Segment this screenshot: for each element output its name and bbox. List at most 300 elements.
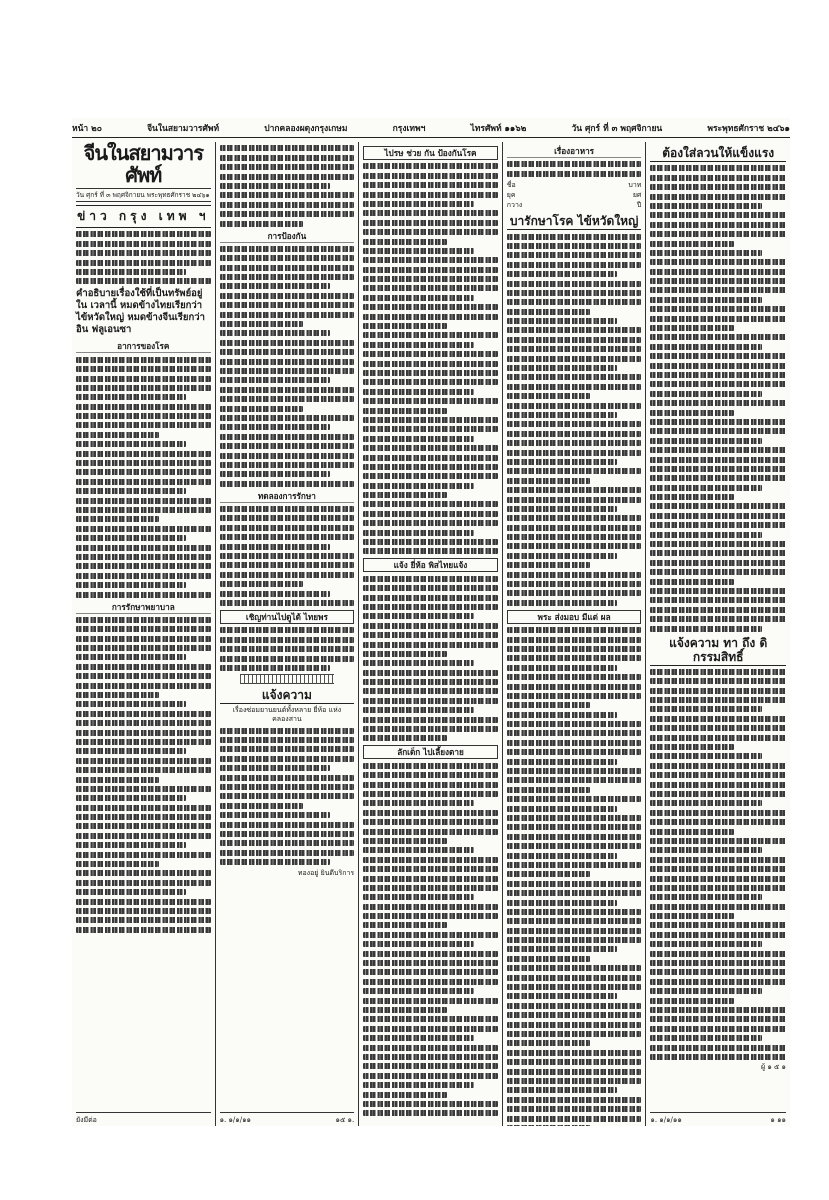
text-line: [363, 857, 498, 863]
article-text: [220, 145, 355, 226]
text-line: [76, 516, 159, 522]
ownership-notice-heading: แจ้งความ ทา ถึง ดิ กรรมสิทธิ์: [650, 636, 786, 666]
text-line: [507, 281, 642, 287]
text-line: [650, 241, 734, 247]
text-line: [363, 595, 498, 601]
text-line: [220, 637, 355, 643]
text-line: [507, 965, 642, 971]
text-line: [507, 918, 642, 924]
text-line: [363, 257, 498, 263]
column-3: [359, 142, 503, 1126]
text-line: [363, 548, 498, 554]
page-number: หน้า ๒๐: [72, 123, 102, 134]
text-line: [220, 822, 355, 828]
text-line: [220, 656, 355, 662]
text-line: [363, 810, 498, 816]
article-text: [363, 763, 498, 1116]
text-line: [363, 1092, 446, 1098]
text-line: [220, 174, 355, 180]
text-line: [363, 894, 473, 900]
text-line: [76, 636, 211, 642]
text-line: [220, 515, 355, 521]
text-line: [650, 753, 761, 759]
text-line: [220, 192, 355, 198]
text-line: [363, 613, 473, 619]
article-text: [650, 165, 786, 631]
text-line: [363, 332, 498, 338]
text-line: [363, 239, 446, 245]
text-line: [650, 847, 761, 853]
text-line: [76, 592, 211, 598]
text-line: [76, 626, 211, 632]
text-line: [507, 740, 642, 746]
text-line: [650, 988, 761, 994]
text-line: [220, 415, 355, 421]
text-line: [650, 363, 786, 369]
text-line: [76, 357, 211, 363]
text-line: [220, 387, 355, 393]
text-line: [220, 728, 355, 734]
text-line: [507, 806, 617, 812]
paper-name: จีนในสยามวารศัพท์: [147, 123, 220, 134]
article-text: [76, 617, 211, 933]
text-line: [220, 775, 355, 781]
text-line: [507, 909, 642, 915]
text-line: [507, 1012, 642, 1018]
text-line: [507, 543, 642, 549]
text-line: [650, 913, 734, 919]
text-line: [220, 283, 330, 289]
text-line: [363, 464, 498, 470]
text-line: [507, 243, 642, 249]
text-line: [363, 707, 473, 713]
text-line: [650, 494, 734, 500]
text-line: [76, 563, 211, 569]
influenza-treatment-heading: บารักษาโรค ไข้หวัดใหญ่: [507, 214, 642, 230]
text-line: [507, 290, 642, 296]
text-line: [363, 838, 446, 844]
text-line: [650, 400, 786, 406]
text-line: [650, 866, 786, 872]
text-line: [220, 183, 330, 189]
text-line: [220, 803, 303, 809]
text-line: [363, 1073, 498, 1079]
text-line: [650, 922, 786, 928]
text-line: [650, 503, 786, 509]
text-line: [507, 393, 590, 399]
text-line: [507, 600, 617, 606]
column-footer: [76, 1112, 211, 1126]
text-line: [220, 534, 355, 540]
text-line: [220, 756, 355, 762]
prevention-heading: การป้องกัน: [220, 231, 355, 243]
text-line: [76, 748, 186, 754]
text-line: [220, 359, 355, 365]
text-line: [650, 579, 734, 585]
text-line: [76, 795, 186, 801]
text-line: [220, 340, 355, 346]
form-row: [507, 190, 642, 200]
text-line: [363, 192, 498, 198]
text-line: [220, 349, 355, 355]
text-line: [363, 445, 498, 451]
text-line: [650, 344, 761, 350]
text-line: [507, 956, 590, 962]
text-line: [220, 265, 355, 271]
text-line: [650, 904, 786, 910]
text-line: [507, 646, 642, 652]
masthead-meta: วัน ศุกร์ ที่ ๓ พฤศจิกายน พระพุทธศักราช ๒๔๖๑: [76, 189, 211, 202]
text-line: [507, 450, 642, 456]
text-line: [220, 368, 355, 374]
text-line: [650, 372, 786, 378]
text-line: [650, 447, 786, 453]
text-line: [650, 485, 761, 491]
text-line: [650, 885, 786, 891]
text-line: [650, 175, 786, 181]
text-line: [650, 231, 786, 237]
text-line: [650, 278, 786, 284]
notice-heading: แจ้งความ: [220, 688, 355, 704]
text-line: [650, 475, 786, 481]
article-text: [507, 161, 642, 176]
text-line: [76, 720, 211, 726]
text-line: [363, 436, 473, 442]
text-line: [220, 859, 330, 865]
text-line: [650, 560, 786, 566]
text-line: [507, 768, 642, 774]
text-line: [76, 573, 211, 579]
announcement-heading: แจ้ง ยี่ห้อ พิสไทยแจ้ง: [363, 558, 498, 572]
text-line: [507, 721, 642, 727]
text-line: [363, 819, 498, 825]
text-line: [650, 466, 786, 472]
text-line: [363, 782, 498, 788]
text-line: [650, 1007, 786, 1013]
text-line: [507, 787, 590, 793]
text-line: [650, 203, 761, 209]
article-text: [220, 627, 355, 671]
text-line: [76, 422, 211, 428]
text-line: [650, 353, 786, 359]
text-line: [650, 810, 786, 816]
text-line: [76, 488, 186, 494]
city: กรุงเทพฯ: [392, 123, 426, 134]
text-line: [363, 969, 498, 975]
text-line: [220, 211, 355, 217]
text-line: [507, 161, 642, 167]
text-line: [220, 627, 355, 633]
text-line: [650, 607, 786, 613]
text-line: [507, 730, 642, 736]
text-line: [650, 819, 786, 825]
text-line: [507, 900, 617, 906]
text-line: [363, 651, 446, 657]
text-line: [76, 870, 211, 876]
text-line: [76, 451, 211, 457]
text-line: [507, 693, 642, 699]
text-line: [76, 645, 211, 651]
text-line: [507, 327, 642, 333]
text-line: [363, 1007, 446, 1013]
text-line: [650, 569, 786, 575]
text-line: [363, 726, 498, 732]
text-line: [650, 763, 786, 769]
text-line: [220, 793, 355, 799]
text-line: [507, 890, 642, 896]
text-line: [507, 712, 617, 718]
text-line: [507, 562, 590, 568]
text-line: [507, 346, 642, 352]
text-line: [76, 654, 186, 660]
text-line: [76, 899, 211, 905]
text-line: [650, 438, 761, 444]
text-line: [220, 544, 330, 550]
text-line: [76, 507, 211, 513]
text-line: [363, 1063, 498, 1069]
text-line: [363, 866, 498, 872]
text-line: [363, 473, 498, 479]
text-line: [220, 737, 355, 743]
text-line: [363, 1101, 498, 1107]
text-line: [76, 617, 211, 623]
text-line: [507, 862, 642, 868]
text-line: [650, 297, 761, 303]
text-line: [363, 1082, 473, 1088]
text-line: [76, 683, 211, 689]
text-line: [76, 852, 211, 858]
text-line: [507, 252, 642, 258]
text-line: [76, 814, 211, 820]
text-line: [507, 572, 642, 578]
text-line: [507, 534, 642, 540]
text-line: [507, 937, 642, 943]
text-line: [507, 525, 642, 531]
text-line: [507, 374, 642, 380]
text-line: [650, 597, 786, 603]
text-line: [363, 1110, 498, 1116]
text-line: [650, 269, 786, 275]
text-line: [650, 800, 761, 806]
text-line: [363, 398, 498, 404]
text-line: [650, 522, 786, 528]
text-line: [76, 823, 211, 829]
text-line: [650, 1016, 786, 1022]
text-line: [363, 988, 473, 994]
text-line: [363, 585, 498, 591]
column-footer: [650, 1112, 786, 1126]
text-line: [650, 857, 786, 863]
form-value: ยศ: [632, 191, 642, 200]
text-line: [650, 550, 786, 556]
text-line: [363, 576, 498, 582]
form-label: ยุค: [506, 191, 516, 200]
text-line: [507, 234, 642, 240]
text-line: [507, 459, 617, 465]
text-line: [363, 530, 473, 536]
text-line: [363, 885, 498, 891]
text-line: [507, 871, 590, 877]
text-line: [76, 889, 186, 895]
text-line: [363, 295, 473, 301]
text-line: [76, 582, 186, 588]
text-line: [363, 220, 498, 226]
text-line: [76, 554, 211, 560]
text-line: [507, 993, 617, 999]
text-line: [650, 419, 786, 425]
text-line: [507, 1059, 642, 1065]
telephone: ไทรศัพท์ ๑๑๖๒: [470, 123, 527, 134]
text-line: [507, 262, 642, 268]
text-line: [363, 314, 498, 320]
trial-heading: ทดลองการรักษา: [220, 491, 355, 503]
text-line: [650, 287, 786, 293]
text-line: [507, 1040, 590, 1046]
text-line: [650, 541, 786, 547]
columns: [72, 142, 790, 1126]
text-line: [363, 379, 498, 385]
text-line: [650, 381, 786, 387]
text-line: [507, 497, 642, 503]
text-line: [363, 173, 498, 179]
text-line: [76, 692, 159, 698]
text-line: [363, 847, 473, 853]
text-line: [220, 784, 355, 790]
text-line: [507, 553, 617, 559]
text-line: [220, 377, 330, 383]
text-line: [507, 487, 642, 493]
text-line: [76, 927, 211, 933]
text-line: [507, 412, 617, 418]
form-row: [507, 200, 642, 210]
delivery-heading: พระ ส่งมอบ มีแต่ ผล: [507, 610, 642, 624]
text-line: [507, 337, 642, 343]
text-line: [363, 426, 498, 432]
text-line: [76, 366, 211, 372]
continued-note: ยังมีต่อ: [76, 1116, 97, 1124]
article-text: [363, 163, 498, 554]
text-line: [650, 334, 786, 340]
text-line: [220, 562, 355, 568]
text-line: [650, 772, 786, 778]
text-line: [507, 627, 642, 633]
text-line: [76, 767, 211, 773]
text-line: [650, 969, 786, 975]
text-line: [650, 941, 761, 947]
text-line: [363, 417, 498, 423]
text-line: [76, 526, 211, 532]
text-line: [363, 455, 498, 461]
section-title: ข่าว กรุง เทพ ฯ: [76, 205, 211, 228]
text-line: [507, 815, 642, 821]
text-line: [220, 850, 355, 856]
article-text: [507, 234, 642, 606]
text-line: [363, 670, 498, 676]
text-line: [363, 501, 498, 507]
article-text: [220, 506, 355, 606]
text-line: [220, 155, 355, 161]
text-line: [76, 479, 211, 485]
text-line: [220, 831, 355, 837]
text-line: [507, 1097, 642, 1103]
text-line: [220, 581, 303, 587]
form-label: ชื่อ: [506, 181, 516, 190]
text-line: [650, 876, 786, 882]
text-line: [76, 739, 211, 745]
text-line: [363, 323, 446, 329]
text-line: [650, 588, 786, 594]
text-line: [220, 221, 303, 227]
text-line: [76, 469, 211, 475]
text-line: [507, 637, 642, 643]
text-line: [507, 796, 642, 802]
text-line: [76, 460, 211, 466]
text-line: [507, 928, 642, 934]
text-line: [650, 951, 786, 957]
text-line: [363, 1026, 498, 1032]
text-line: [363, 998, 498, 1004]
text-line: [650, 932, 786, 938]
text-line: [650, 184, 786, 190]
text-line: [507, 674, 642, 680]
article-headline: คำอธิบายเรื่องใช้ที่เป็นทรัพย์อยู่ ใน เวลานี้ หมดข้างไทยเรียกว่า ไข้หวัดใหญ่ หมดข้างจีนเรียกว่า อิน ฟลูเอนซา: [76, 288, 205, 336]
column-1: [72, 142, 216, 1126]
text-line: [76, 432, 159, 438]
text-line: [220, 506, 355, 512]
text-line: [650, 222, 786, 228]
text-line: [363, 623, 498, 629]
text-line: [363, 520, 498, 526]
text-line: [220, 255, 355, 261]
text-line: [220, 164, 355, 170]
text-line: [76, 278, 211, 284]
text-line: [363, 904, 498, 910]
text-line: [76, 861, 159, 867]
text-line: [507, 478, 590, 484]
text-line: [650, 697, 786, 703]
fortify-heading: ต้องใส่ลวนให้แข็งแรง: [650, 146, 786, 162]
text-line: [220, 600, 355, 606]
text-line: [220, 202, 355, 208]
footer-number: ๑๕ ๑.: [335, 1116, 355, 1124]
text-line: [650, 782, 786, 788]
text-line: [220, 462, 355, 468]
text-line: [507, 946, 617, 952]
text-line: [650, 457, 786, 463]
text-line: [363, 511, 498, 517]
text-line: [76, 833, 211, 839]
text-line: [363, 229, 498, 235]
text-line: [363, 951, 498, 957]
text-line: [507, 984, 642, 990]
text-line: [650, 960, 786, 966]
text-line: [650, 735, 786, 741]
text-line: [76, 701, 186, 707]
text-line: [507, 271, 617, 277]
text-line: [507, 365, 617, 371]
text-line: [363, 483, 473, 489]
text-line: [363, 791, 498, 797]
text-line: [507, 1022, 642, 1028]
text-line: [650, 212, 786, 218]
text-line: [363, 1035, 473, 1041]
text-line: [507, 515, 642, 521]
text-line: [76, 376, 211, 382]
text-line: [507, 506, 617, 512]
notice-text: [650, 669, 786, 1060]
text-line: [220, 646, 355, 652]
text-line: [220, 746, 355, 752]
